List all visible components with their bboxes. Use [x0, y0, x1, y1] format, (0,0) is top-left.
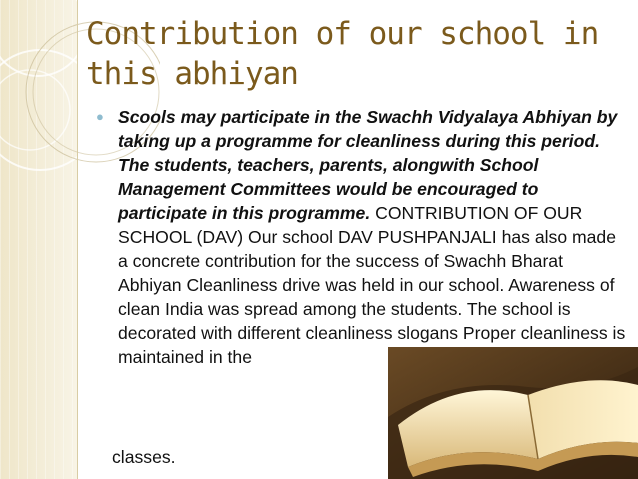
bullet-paragraph	[118, 105, 628, 369]
emphasized-text: Scools may participate in the Swachh Vidyalaya Abhiyan by taking up a programme for cleanliness during this period. The students, teachers, parents, alongwith School Management Committees would be encouraged to participate in this programme.	[118, 107, 618, 223]
open-book-image	[388, 347, 638, 479]
continuation-text: classes.	[112, 447, 176, 467]
slide-title: Contribution of our school in this abhiyan	[86, 16, 599, 92]
regular-text: CONTRIBUTION OF OUR SCHOOL (DAV) Our school DAV PUSHPANJALI has also made a concrete contribution for the success of Swachh Bharat Abhiyan Cleanliness drive was held in our school. Awareness of clean India was spread among the students. The school is decorated with different cleanliness slogans Proper cleanliness is maintained in the	[118, 203, 626, 367]
left-divider-line	[77, 0, 78, 479]
circle-bullet-icon: ●	[96, 109, 104, 124]
